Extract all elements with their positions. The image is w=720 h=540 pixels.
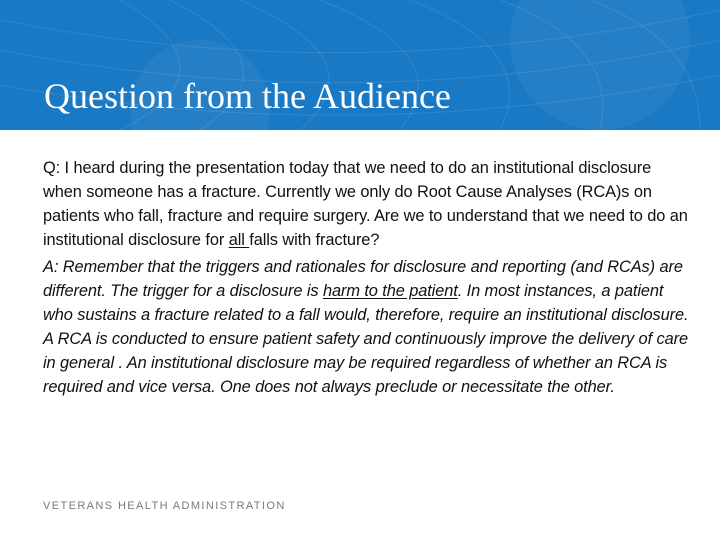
slide-title: Question from the Audience xyxy=(44,76,451,116)
answer-paragraph xyxy=(43,255,693,399)
question-underlined-text: all xyxy=(228,231,250,249)
footer-organization: VETERANS HEALTH ADMINISTRATION xyxy=(43,500,286,512)
question-text: Q: I heard during the presentation today that we need to do an institutional disclosure when someone has a fracture. Currently we only do Root Cause Analyses (RCA)s on patients who fall, fracture and require surgery. Are we to understand that we need to do an institutional disclosure for xyxy=(43,159,688,249)
answer-text-end: . In most instances, a patient who sustains a fracture related to a fall would, therefore, require an institutional disclosure. A RCA is conducted to ensure patient safety and continuously improve the delivery of care in general . An institutional disclosure may be required regardless of whether an RCA is required and vice versa. One does not always preclude or necessitate the other. xyxy=(43,282,689,396)
answer-text: A: Remember that the triggers and rationales for disclosure and reporting (and RCAs) are different. The trigger for a disclosure is xyxy=(43,258,683,300)
audience-question xyxy=(43,156,693,252)
slide-body xyxy=(43,156,693,399)
header-banner xyxy=(0,0,720,130)
question-text-end: falls with fracture? xyxy=(249,231,380,249)
answer-underlined-text: harm to the patient xyxy=(322,282,458,300)
